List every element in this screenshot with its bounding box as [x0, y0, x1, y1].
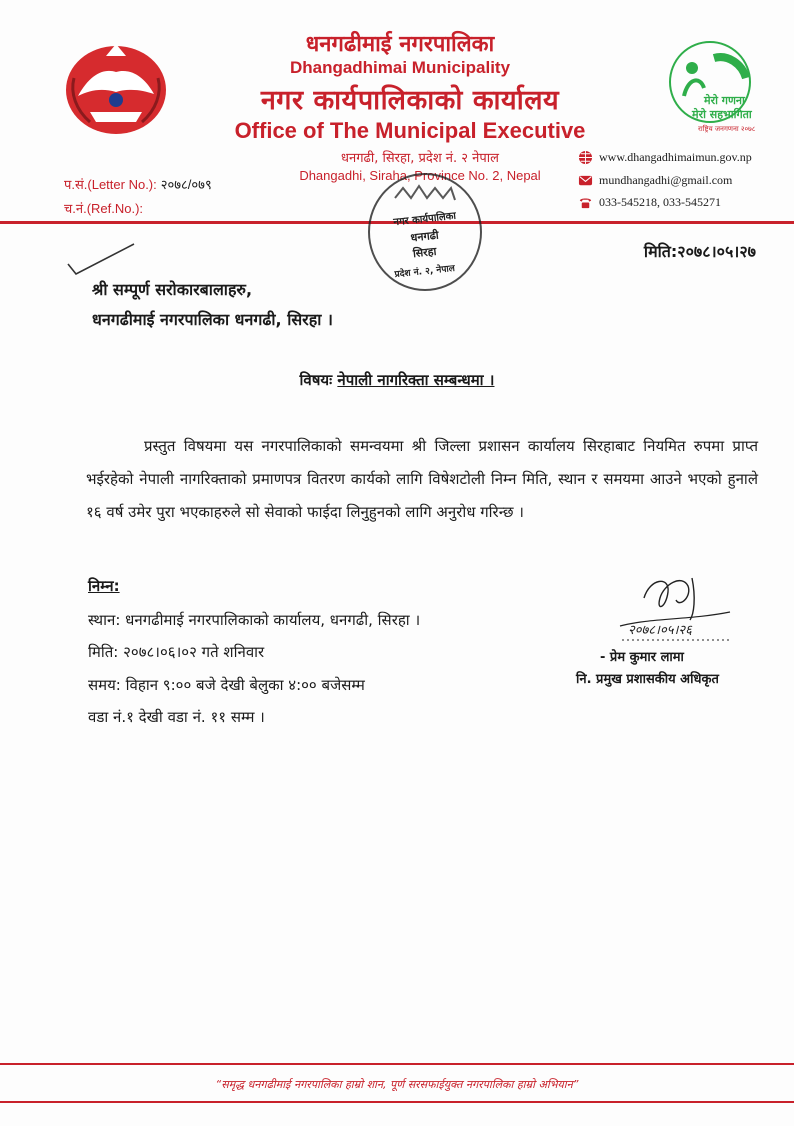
- nepal-emblem-icon: [60, 38, 172, 138]
- signature-date: २०७८।०५।२६: [628, 623, 692, 638]
- letter-number-value: २०७८/०७९: [160, 177, 212, 192]
- date-line: मिति: २०७८।०६।०२ गते शनिवार: [88, 643, 265, 661]
- signatory-name-text: प्रेम कुमार लामा: [609, 650, 684, 665]
- stamp-line3: सिरहा: [412, 244, 437, 261]
- place-line: स्थान: धनगढीमाई नगरपालिकाको कार्यालय, धनगढी, सिरहा ।: [88, 611, 421, 629]
- letter-date: मिति:२०७८।०५।२७: [643, 242, 756, 261]
- census-line2: मेरो सहभागिता: [692, 108, 752, 121]
- phone-icon: [578, 195, 593, 210]
- office-stamp: [365, 170, 485, 295]
- office-title-np: नगर कार्यपालिकाको कार्यालय: [260, 85, 560, 116]
- email-icon: [578, 173, 593, 188]
- phone-line: [578, 195, 721, 210]
- website-line: [578, 150, 752, 165]
- municipality-name-en: Dhangadhimai Municipality: [289, 58, 511, 77]
- census-logo-icon: [658, 38, 762, 138]
- globe-icon: [578, 150, 593, 165]
- footer-motto: “समृद्ध धनगढीमाई नगरपालिका हाम्रो शान, पूर्ण सरसफाईयुक्त नगरपालिका हाम्रो अभियान”: [215, 1078, 579, 1091]
- signatory-name: - प्रेम कुमार लामा: [600, 650, 684, 665]
- office-title-en: Office of The Municipal Executive: [234, 118, 586, 143]
- phone-text: 033-545218, 033-545271: [599, 195, 721, 209]
- handwritten-signature: [610, 568, 780, 648]
- address-en: Dhangadhi, Siraha, Province No. 2, Nepal: [299, 168, 541, 183]
- reference-number-label: च.नं.(Ref.No.):: [64, 201, 144, 216]
- footer-divider-top: [0, 1063, 794, 1065]
- stamp-line2: धनगढी: [409, 228, 440, 245]
- details-heading: निम्न:: [88, 577, 120, 595]
- email-line: [578, 173, 732, 188]
- census-logo: [658, 38, 762, 138]
- subject-text: नेपाली नागरिक्ता सम्बन्धमा ।: [337, 371, 495, 389]
- time-line: समय: विहान ९:०० बजे देखी बेलुका ४:०० बजेसम्म: [88, 676, 365, 694]
- email-text: mundhangadhi@gmail.com: [599, 173, 733, 187]
- website-text: www.dhangadhimaimun.gov.np: [599, 150, 752, 164]
- signatory-designation: नि. प्रमुख प्रशासकीय अधिकृत: [576, 672, 719, 687]
- stamp-line4: प्रदेश नं. २, नेपाल: [394, 263, 456, 281]
- letter-number: [64, 175, 212, 193]
- subject-line: [0, 370, 794, 390]
- recipient-line-2: धनगढीमाई नगरपालिका धनगढी, सिरहा ।: [92, 310, 333, 329]
- stamp-line1: नगर कार्यपालिका: [392, 210, 457, 229]
- census-line3: राष्ट्रिय जनगणना २०७८: [698, 125, 756, 133]
- letter-number-label: प.सं.(Letter No.):: [64, 177, 157, 192]
- address-np: धनगढी, सिरहा, प्रदेश नं. २ नेपाल: [341, 151, 499, 166]
- subject-label: विषयः: [299, 371, 333, 389]
- body-paragraph: प्रस्तुत विषयमा यस नगरपालिकाको समन्वयमा श्री जिल्ला प्रशासन कार्यालय सिरहाबाट नियमित रुपमा प्राप्त भईरहेको नेपाली नागरिक्ताको प्रमाणपत्र वितरण कार्यको लागि विषेशटोली निम्न मिति, स्थान र समयमा आउने भएको हुनाले १६ वर्ष उमेर पुरा भएकाहरुले सो सेवाको फाईदा लिनुहुनको लागि अनुरोध गरिन्छ ।: [86, 437, 758, 521]
- census-line1: मेरो गणना: [704, 94, 745, 107]
- recipient-line-1: श्री सम्पूर्ण सरोकारबालाहरु,: [92, 280, 253, 299]
- municipality-name-np: धनगढीमाई नगरपालिका: [305, 32, 495, 57]
- ward-line: वडा नं.१ देखी वडा नं. ११ सम्म ।: [88, 708, 265, 726]
- checkmark-icon: [62, 242, 142, 282]
- footer-divider-bottom: [0, 1101, 794, 1103]
